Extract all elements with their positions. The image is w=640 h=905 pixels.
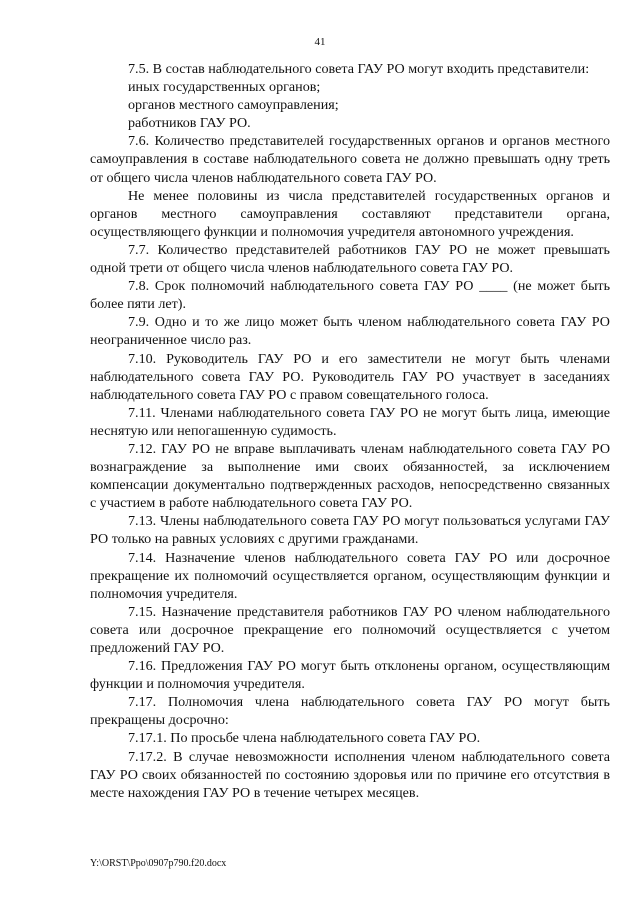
paragraph-7-6-cont: Не менее половины из числа представителей государственных органов и органов местного самоуправления составляют представители органа, осуществляющего функции и полномочия учредителя автономного учреждения. [90, 187, 610, 240]
paragraph-7-17: 7.17. Полномочия члена наблюдательного совета ГАУ РО могут быть прекращены досрочно: [90, 694, 610, 729]
paragraph-7-6: 7.6. Количество представителей государственных органов и органов местного самоуправления в составе наблюдательного совета не должно превышать одну треть от общего числа членов наблюдательного совета ГАУ РО. [90, 133, 610, 186]
paragraph-7-9: 7.9. Одно и то же лицо может быть членом наблюдательного совета ГАУ РО неограниченное число раз. [90, 314, 610, 349]
paragraph-7-13: 7.13. Члены наблюдательного совета ГАУ РО могут пользоваться услугами ГАУ РО только на равных условиях с другими гражданами. [90, 513, 610, 548]
list-item-state-bodies: иных государственных органов; [128, 79, 321, 96]
page-number: 41 [314, 36, 326, 48]
list-item-local-government: органов местного самоуправления; [128, 97, 339, 114]
paragraph-7-17-1: 7.17.1. По просьбе члена наблюдательного совета ГАУ РО. [128, 730, 481, 747]
paragraph-7-15: 7.15. Назначение представителя работников ГАУ РО членом наблюдательного совета или досрочное прекращение его полномочий осуществляется с учетом предложений ГАУ РО. [90, 603, 610, 656]
paragraph-7-8: 7.8. Срок полномочий наблюдательного совета ГАУ РО ____ (не может быть более пяти лет). [90, 278, 610, 313]
paragraph-7-10: 7.10. Руководитель ГАУ РО и его заместители не могут быть членами наблюдательного совета ГАУ РО. Руководитель ГАУ РО участвует в заседаниях наблюдательного совета ГАУ РО с правом совещательного голоса. [90, 350, 610, 403]
paragraph-7-7: 7.7. Количество представителей работников ГАУ РО не может превышать одной трети от общего числа членов наблюдательного совета ГАУ РО. [90, 241, 610, 277]
paragraph-7-12: 7.12. ГАУ РО не вправе выплачивать членам наблюдательного совета ГАУ РО вознаграждение за выполнение ими своих обязанностей, за исключением компенсации документально подтвержденных расходов, непосредственно связанных с участием в работе наблюдательного совета ГАУ РО. [90, 440, 610, 512]
list-item-employees: работников ГАУ РО. [128, 115, 251, 132]
paragraph-7-14: 7.14. Назначение членов наблюдательного совета ГАУ РО или досрочное прекращение их полномочий осуществляется органом, осуществляющим функции и полномочия учредителя. [90, 549, 610, 602]
paragraph-7-5: 7.5. В состав наблюдательного совета ГАУ РО могут входить представители: [128, 61, 590, 77]
paragraph-7-17-2: 7.17.2. В случае невозможности исполнения членом наблюдательного совета ГАУ РО своих обязанностей по состоянию здоровья или по причине его отсутствия в месте нахождения ГАУ РО в течение четырех месяцев. [90, 748, 610, 801]
paragraph-7-16: 7.16. Предложения ГАУ РО могут быть отклонены органом, осуществляющим функции и полномочия учредителя. [90, 658, 610, 693]
paragraph-7-11: 7.11. Членами наблюдательного совета ГАУ РО не могут быть лица, имеющие неснятую или непогашенную судимость. [90, 404, 610, 439]
document-body [90, 60, 610, 802]
file-path-footer: Y:\ORST\Ppo\0907p790.f20.docx [90, 858, 227, 869]
